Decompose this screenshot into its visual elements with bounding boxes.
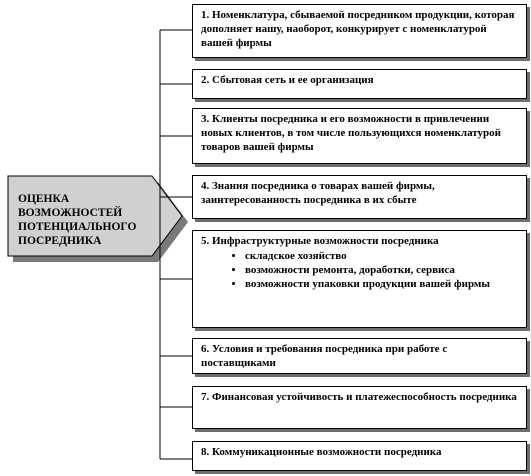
criterion-text-1: 1. Номенклатура, сбываемой посредником продукции, которая дополняет нашу, наоборот, конкурирует с номенклатурой вашей фирмы: [201, 9, 515, 49]
criterion-box-8: [192, 441, 527, 471]
criterion-box-6: [192, 338, 527, 374]
criterion-box-5: [192, 230, 527, 328]
criterion-text-8: 8. Коммуникационные возможности посредника: [201, 446, 442, 458]
criterion-text-7: 7. Финансовая устойчивость и платежеспособность посредника: [201, 391, 517, 403]
criterion-text-6: 6. Условия и требования посредника при работе с поставщиками: [201, 343, 448, 369]
criterion-box-7: [192, 386, 527, 429]
center-label: ОЦЕНКА ВОЗМОЖНОСТЕЙ ПОТЕНЦИАЛЬНОГО ПОСРЕДНИКА: [18, 193, 137, 247]
criterion-box-3: [192, 108, 527, 164]
criterion-box-4: [192, 175, 527, 219]
bullet-item-3: • возможности упаковки продукции вашей фирмы: [245, 277, 520, 291]
criterion-text-4: 4. Знания посредника о товарах вашей фирмы, заинтересованность посредника в их сбыте: [201, 180, 435, 206]
criterion-text-3: 3. Клиенты посредника и его возможности в привлечении новых клиентов, в том числе пользующихся номенклатурой товаров вашей фирмы: [201, 113, 501, 153]
bullet-item-1: • складское хозяйство: [245, 249, 520, 263]
criterion-text-2: 2. Сбытовая сеть и ее организация: [201, 74, 374, 86]
criterion-text-5: 5. Инфраструктурные возможности посредника: [201, 235, 439, 247]
criterion-box-2: [192, 69, 527, 99]
criterion-box-1: [192, 4, 527, 58]
infrastructure-list: [201, 249, 520, 291]
bullet-item-2: • возможности ремонта, доработки, сервиса: [245, 263, 520, 277]
